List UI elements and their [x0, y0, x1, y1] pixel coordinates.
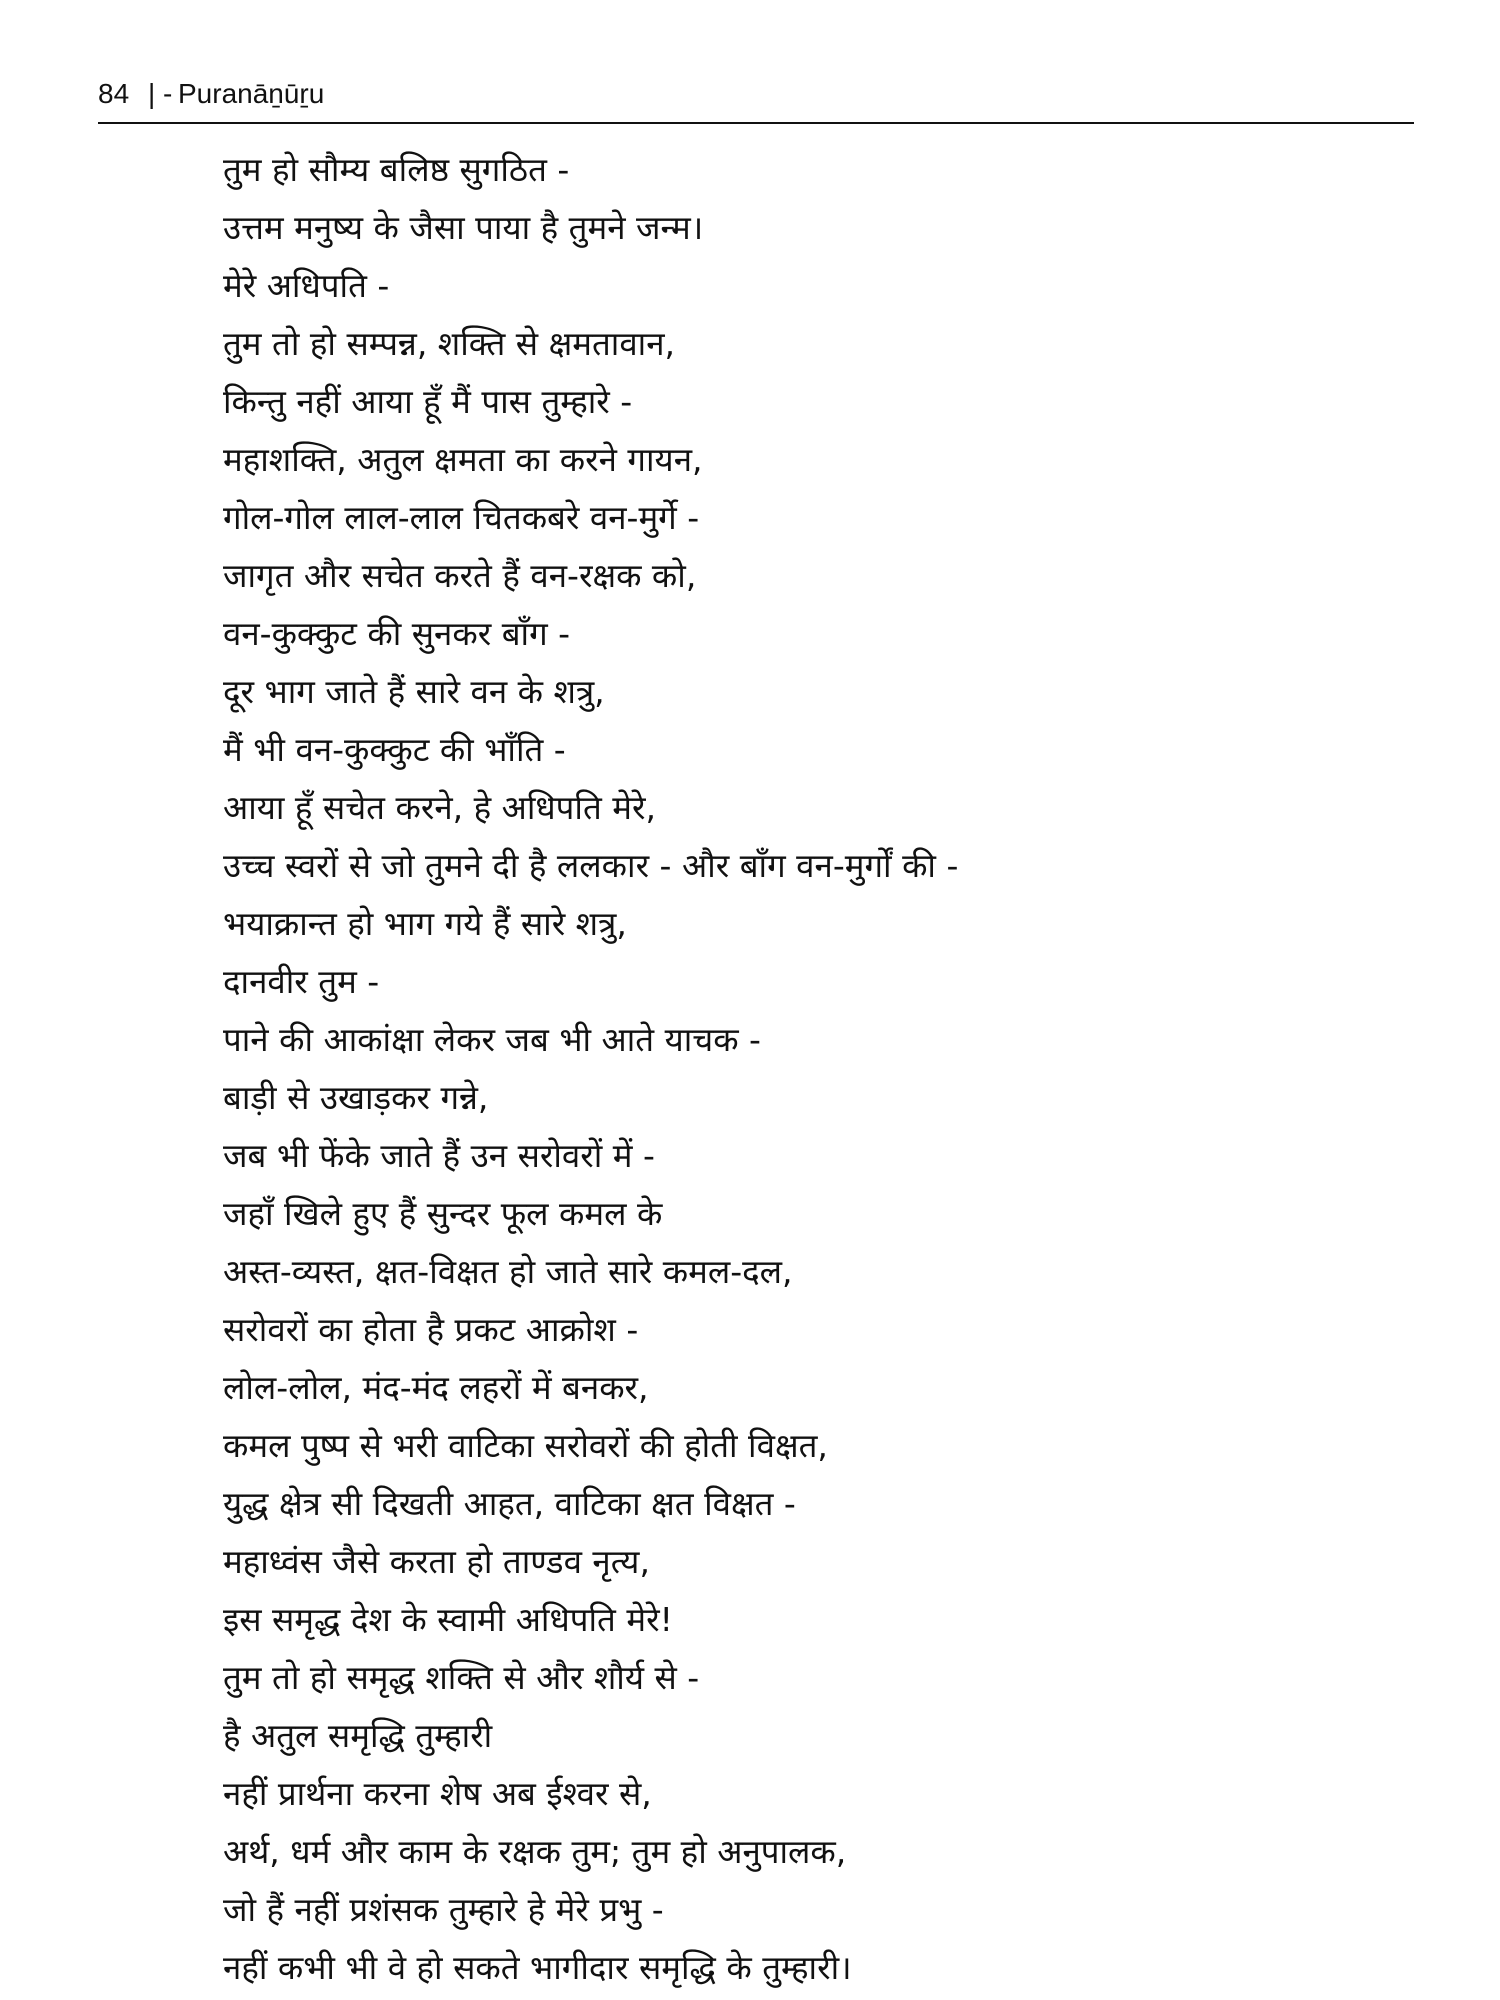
- poem-line: नहीं कभी भी वे हो सकते भागीदार समृद्धि के तुम्हारी।: [223, 1948, 852, 1987]
- poem-line: दूर भाग जाते हैं सारे वन के शत्रु,: [223, 672, 605, 711]
- poem-line: सरोवरों का होता है प्रकट आक्रोश -: [223, 1310, 639, 1349]
- poem-line: किन्तु नहीं आया हूँ मैं पास तुम्हारे -: [223, 382, 633, 421]
- poem-line: वन-कुक्कुट की सुनकर बाँग -: [223, 614, 571, 653]
- header-separator: | -: [148, 78, 173, 109]
- poem-line: मेरे अधिपति -: [223, 266, 390, 305]
- poem-line: पाने की आकांक्षा लेकर जब भी आते याचक -: [223, 1020, 761, 1059]
- poem-line: महाशक्ति, अतुल क्षमता का करने गायन,: [223, 440, 703, 479]
- poem-line: है अतुल समृद्धि तुम्हारी: [223, 1716, 493, 1755]
- poem-line: जब भी फेंके जाते हैं उन सरोवरों में -: [223, 1136, 655, 1175]
- poem-line: कमल पुष्प से भरी वाटिका सरोवरों की होती विक्षत,: [223, 1426, 828, 1465]
- poem-line: गोल-गोल लाल-लाल चितकबरे वन-मुर्गे -: [223, 498, 700, 537]
- poem-line: युद्ध क्षेत्र सी दिखती आहत, वाटिका क्षत विक्षत -: [223, 1484, 796, 1523]
- poem-line: बाड़ी से उखाड़कर गन्ने,: [223, 1078, 489, 1117]
- poem-text: [223, 141, 1403, 1997]
- poem-line: अस्त-व्यस्त, क्षत-विक्षत हो जाते सारे कमल-दल,: [223, 1252, 793, 1291]
- page-header: [98, 74, 1414, 124]
- book-title: Puranāṉūṟu: [178, 78, 325, 109]
- poem-line: इस समृद्ध देश के स्वामी अधिपति मेरे!: [223, 1600, 673, 1639]
- poem-line: महाध्वंस जैसे करता हो ताण्डव नृत्य,: [223, 1542, 650, 1581]
- poem-line: भयाक्रान्त हो भाग गये हैं सारे शत्रु,: [223, 904, 627, 943]
- poem-line: जो हैं नहीं प्रशंसक तुम्हारे हे मेरे प्रभु -: [223, 1890, 664, 1929]
- page-number: 84: [98, 78, 130, 109]
- poem-line: तुम तो हो समृद्ध शक्ति से और शौर्य से -: [223, 1658, 700, 1697]
- poem-line: तुम हो सौम्य बलिष्ठ सुगठित -: [223, 150, 570, 189]
- poem-line: अर्थ, धर्म और काम के रक्षक तुम; तुम हो अनुपालक,: [223, 1832, 847, 1871]
- poem-line: उत्तम मनुष्य के जैसा पाया है तुमने जन्म।: [223, 208, 704, 247]
- poem-line: मैं भी वन-कुक्कुट की भाँति -: [223, 730, 566, 769]
- poem-line: तुम तो हो सम्पन्न, शक्ति से क्षमतावान,: [223, 324, 676, 363]
- poem-line: जागृत और सचेत करते हैं वन-रक्षक को,: [223, 556, 697, 595]
- poem-line: उच्च स्वरों से जो तुमने दी है ललकार - और बाँग वन-मुर्गों की -: [223, 846, 959, 885]
- poem-line: नहीं प्रार्थना करना शेष अब ईश्वर से,: [223, 1774, 652, 1813]
- poem-line: आया हूँ सचेत करने, हे अधिपति मेरे,: [223, 788, 656, 827]
- poem-line: जहाँ खिले हुए हैं सुन्दर फूल कमल के: [223, 1194, 663, 1233]
- poem-line: लोल-लोल, मंद-मंद लहरों में बनकर,: [223, 1368, 649, 1407]
- poem-line: दानवीर तुम -: [223, 962, 380, 1001]
